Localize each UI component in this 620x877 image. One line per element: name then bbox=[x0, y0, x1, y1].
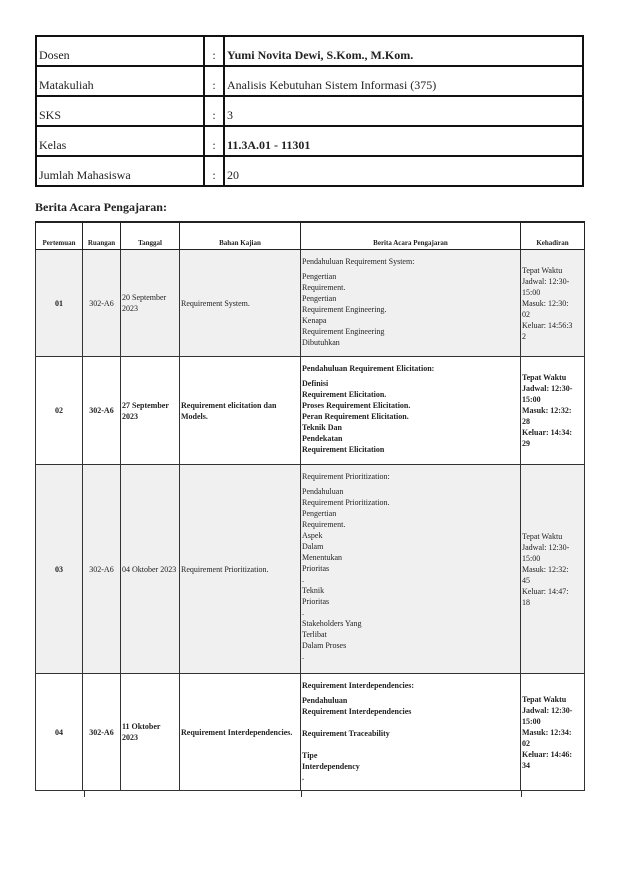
column-header: Bahan Kajian bbox=[180, 222, 301, 250]
room-cell: 302-A6 bbox=[83, 465, 121, 674]
info-label: Kelas bbox=[36, 126, 204, 156]
info-row bbox=[36, 66, 583, 96]
attendance-line: 02 bbox=[522, 738, 530, 748]
attendance-line: 2 bbox=[522, 331, 526, 341]
report-heading: Pendahuluan Requirement Elicitation: bbox=[302, 364, 435, 373]
report-line: . bbox=[302, 773, 304, 782]
teaching-record-table bbox=[35, 221, 585, 791]
attendance-line: Keluar: 14:47: bbox=[522, 586, 569, 596]
report-line: Pengertian bbox=[302, 509, 337, 518]
info-colon: : bbox=[204, 156, 224, 186]
report-line: Menentukan bbox=[302, 553, 342, 562]
info-value: 20 bbox=[224, 156, 583, 186]
info-colon: : bbox=[204, 96, 224, 126]
report-cell bbox=[301, 465, 521, 674]
topic-cell: Requirement System. bbox=[180, 250, 301, 357]
report-line: Pendahuluan bbox=[302, 696, 348, 705]
report-line: Proses Requirement Elicitation. bbox=[302, 401, 411, 410]
date-cell: 27 September 2023 bbox=[121, 357, 180, 465]
topic-cell: Requirement elicitation dan Models. bbox=[180, 357, 301, 465]
attendance-line: Jadwal: 12:30- bbox=[522, 276, 570, 286]
info-label: Dosen bbox=[36, 36, 204, 66]
attendance-line: Masuk: 12:34: bbox=[522, 727, 572, 737]
info-label: SKS bbox=[36, 96, 204, 126]
info-value: Analisis Kebutuhan Sistem Informasi (375) bbox=[224, 66, 583, 96]
info-colon: : bbox=[204, 36, 224, 66]
report-cell bbox=[301, 674, 521, 791]
attendance-line: 29 bbox=[522, 439, 530, 448]
report-line: . bbox=[302, 652, 304, 661]
report-line: Teknik Dan bbox=[302, 423, 342, 432]
attendance-line: 45 bbox=[522, 575, 530, 585]
report-line: Kenapa bbox=[302, 316, 327, 325]
room-cell: 302-A6 bbox=[83, 250, 121, 357]
section-title: Berita Acara Pengajaran: bbox=[35, 200, 167, 214]
attendance-line: Keluar: 14:56:3 bbox=[522, 320, 573, 330]
attendance-line: Tepat Waktu bbox=[522, 265, 563, 275]
report-line: Tipe bbox=[302, 751, 318, 760]
course-info-table bbox=[35, 35, 584, 187]
info-value: 3 bbox=[224, 96, 583, 126]
report-line: Requirement Engineering. bbox=[302, 305, 387, 314]
column-header: Ruangan bbox=[83, 222, 121, 250]
table-row bbox=[36, 357, 585, 465]
column-header: Tanggal bbox=[121, 222, 180, 250]
column-header: Pertemuan bbox=[36, 222, 83, 250]
attendance-line: Tepat Waktu bbox=[522, 694, 567, 704]
attendance-line: Keluar: 14:46: bbox=[522, 749, 572, 759]
topic-cell: Requirement Interdependencies. bbox=[180, 674, 301, 791]
attendance-cell bbox=[521, 465, 585, 674]
table-row bbox=[36, 674, 585, 791]
report-line: Peran Requirement Elicitation. bbox=[302, 412, 409, 421]
column-header: Berita Acara Pengajaran bbox=[301, 222, 521, 250]
report-line: Requirement Interdependencies bbox=[302, 707, 412, 716]
report-cell bbox=[301, 250, 521, 357]
table-continuation-mark bbox=[301, 791, 302, 797]
info-value: 11.3A.01 - 11301 bbox=[224, 126, 583, 156]
report-line: Prioritas bbox=[302, 597, 330, 606]
topic-cell: Requirement Prioritization. bbox=[180, 465, 301, 674]
attendance-line: Masuk: 12:32: bbox=[522, 564, 569, 574]
info-label: Matakuliah bbox=[36, 66, 204, 96]
report-cell bbox=[301, 357, 521, 465]
report-line: Dibutuhkan bbox=[302, 338, 340, 347]
attendance-cell bbox=[521, 357, 585, 465]
report-line: Terlibat bbox=[302, 630, 327, 639]
table-continuation-mark bbox=[84, 791, 85, 797]
attendance-line: 18 bbox=[522, 597, 530, 607]
report-line: Aspek bbox=[302, 531, 323, 540]
attendance-line: 34 bbox=[522, 760, 530, 770]
room-cell: 302-A6 bbox=[83, 674, 121, 791]
report-line: Dalam bbox=[302, 542, 324, 551]
attendance-cell bbox=[521, 674, 585, 791]
info-row bbox=[36, 156, 583, 186]
info-colon: : bbox=[204, 126, 224, 156]
report-heading: Pendahuluan Requirement System: bbox=[302, 257, 415, 266]
attendance-line: Keluar: 14:34: bbox=[522, 428, 572, 437]
meeting-number-cell: 02 bbox=[36, 357, 83, 465]
meeting-number-cell: 04 bbox=[36, 674, 83, 791]
report-line bbox=[302, 717, 519, 728]
info-colon: : bbox=[204, 66, 224, 96]
date-cell: 04 Oktober 2023 bbox=[121, 465, 180, 674]
table-row bbox=[36, 465, 585, 674]
attendance-line: Jadwal: 12:30- bbox=[522, 542, 570, 552]
attendance-line: 15:00 bbox=[522, 287, 541, 297]
report-line bbox=[302, 739, 519, 750]
report-heading: Requirement Prioritization: bbox=[302, 472, 390, 481]
room-cell: 302-A6 bbox=[83, 357, 121, 465]
report-line: Requirement Traceability bbox=[302, 729, 390, 738]
attendance-line: Masuk: 12:30: bbox=[522, 298, 569, 308]
report-line: . bbox=[302, 608, 304, 617]
report-line: Requirement Engineering bbox=[302, 327, 385, 336]
report-line: Pengertian bbox=[302, 272, 337, 281]
info-row bbox=[36, 36, 583, 66]
date-cell: 11 Oktober 2023 bbox=[121, 674, 180, 791]
report-line: Dalam Proses bbox=[302, 641, 347, 650]
report-line: Pendahuluan bbox=[302, 487, 344, 496]
report-line: Interdependency bbox=[302, 762, 360, 771]
info-row bbox=[36, 96, 583, 126]
attendance-line: 15:00 bbox=[522, 395, 541, 404]
report-line: Requirement. bbox=[302, 520, 346, 529]
attendance-line: Jadwal: 12:30- bbox=[522, 384, 573, 393]
report-line: Requirement Prioritization. bbox=[302, 498, 390, 507]
meeting-number-cell: 01 bbox=[36, 250, 83, 357]
attendance-line: Masuk: 12:32: bbox=[522, 406, 572, 415]
attendance-line: 15:00 bbox=[522, 716, 541, 726]
report-line: Pengertian bbox=[302, 294, 337, 303]
table-continuation-mark bbox=[521, 791, 522, 797]
info-label: Jumlah Mahasiswa bbox=[36, 156, 204, 186]
attendance-line: 28 bbox=[522, 417, 530, 426]
report-line: Requirement Elicitation bbox=[302, 445, 385, 454]
table-row bbox=[36, 250, 585, 357]
meeting-number-cell: 03 bbox=[36, 465, 83, 674]
info-value: Yumi Novita Dewi, S.Kom., M.Kom. bbox=[224, 36, 583, 66]
report-line: Requirement. bbox=[302, 283, 346, 292]
attendance-line: 15:00 bbox=[522, 553, 541, 563]
attendance-line: Tepat Waktu bbox=[522, 373, 567, 382]
attendance-line: 02 bbox=[522, 309, 530, 319]
attendance-line: Jadwal: 12:30- bbox=[522, 705, 573, 715]
report-heading: Requirement Interdependencies: bbox=[302, 681, 415, 690]
report-line: Definisi bbox=[302, 379, 329, 388]
report-line: . bbox=[302, 575, 304, 584]
info-row bbox=[36, 126, 583, 156]
report-line: Requirement Elicitation. bbox=[302, 390, 387, 399]
report-line: Pendekatan bbox=[302, 434, 343, 443]
report-line: Prioritas bbox=[302, 564, 330, 573]
date-cell: 20 September 2023 bbox=[121, 250, 180, 357]
attendance-line: Tepat Waktu bbox=[522, 531, 563, 541]
report-line: Stakeholders Yang bbox=[302, 619, 362, 628]
report-line: Teknik bbox=[302, 586, 325, 595]
attendance-cell bbox=[521, 250, 585, 357]
column-header: Kehadiran bbox=[521, 222, 585, 250]
